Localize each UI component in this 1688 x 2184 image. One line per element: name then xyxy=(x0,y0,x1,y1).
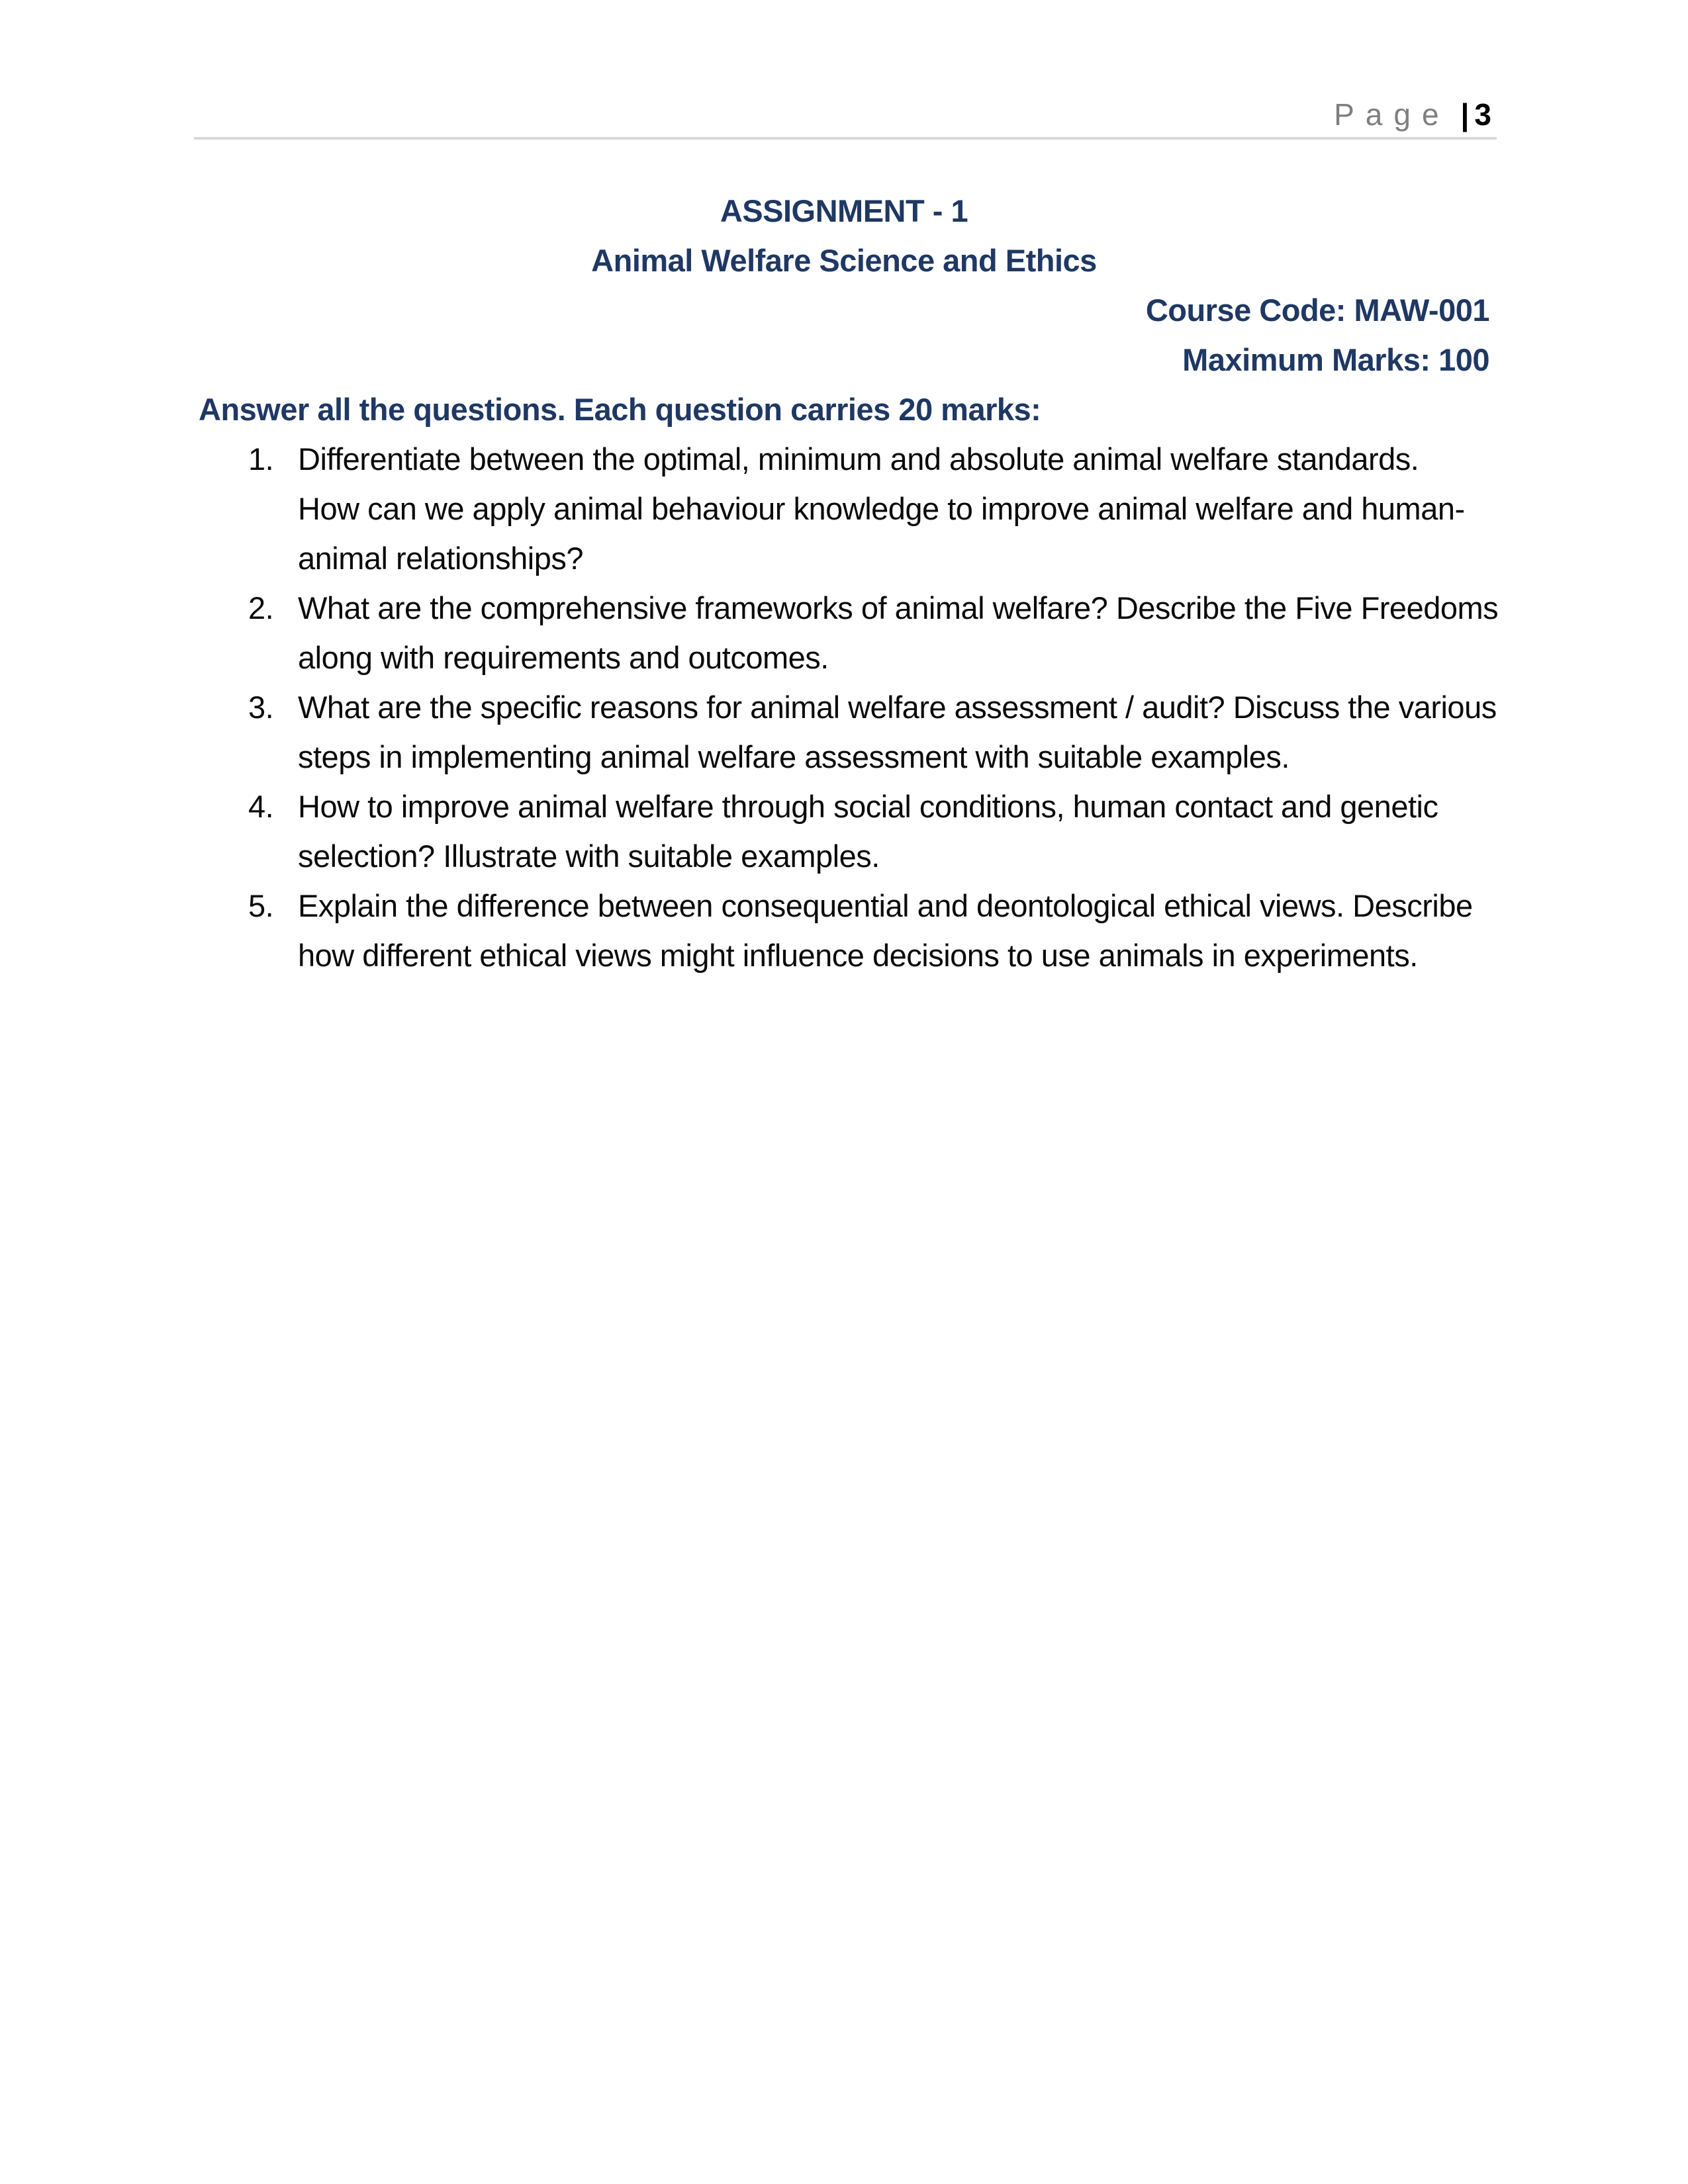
question-text-line: What are the comprehensive frameworks of animal welfare? Describe the Five Freedoms xyxy=(298,590,1499,625)
maximum-marks: Maximum Marks: 100 xyxy=(1182,342,1489,377)
question-text-line: What are the specific reasons for animal welfare assessment / audit? Discuss the various xyxy=(298,690,1497,725)
assignment-title: ASSIGNMENT - 1 xyxy=(720,193,968,228)
course-code: Course Code: MAW-001 xyxy=(1145,293,1489,328)
question-number: 4. xyxy=(248,789,274,824)
question-text-line: Differentiate between the optimal, minimum and absolute animal welfare standards. xyxy=(298,441,1419,477)
question-item-5 xyxy=(199,881,1489,980)
header-page-number: 3 xyxy=(1474,97,1491,132)
question-number: 2. xyxy=(248,590,274,625)
question-item-4 xyxy=(199,782,1489,881)
question-item-1 xyxy=(199,434,1489,583)
question-list xyxy=(199,434,1499,980)
instruction-line: Answer all the questions. Each question carries 20 marks: xyxy=(199,392,1041,427)
question-text-line: How to improve animal welfare through social conditions, human contact and genetic xyxy=(298,789,1438,824)
header-page-word: Page xyxy=(1334,97,1450,132)
question-text-line: selection? Illustrate with suitable examples. xyxy=(298,839,880,874)
question-number: 1. xyxy=(248,441,274,477)
question-text-line: animal relationships? xyxy=(298,541,584,576)
question-number: 3. xyxy=(248,690,274,725)
question-item-3 xyxy=(199,682,1497,782)
question-item-2 xyxy=(199,583,1499,682)
course-title: Animal Welfare Science and Ethics xyxy=(591,243,1097,278)
question-number: 5. xyxy=(248,888,274,923)
question-text-line: along with requirements and outcomes. xyxy=(298,640,829,675)
header-separator: | xyxy=(1460,97,1470,132)
question-text-line: Explain the difference between consequential and deontological ethical views. Describe xyxy=(298,888,1473,923)
page-header xyxy=(195,94,1491,135)
question-text-line: how different ethical views might influence decisions to use animals in experiments. xyxy=(298,938,1418,973)
question-text-line: How can we apply animal behaviour knowledge to improve animal welfare and human- xyxy=(298,491,1465,526)
header-rule xyxy=(194,137,1497,140)
question-text-line: steps in implementing animal welfare assessment with suitable examples. xyxy=(298,739,1289,774)
document-body xyxy=(199,186,1499,980)
